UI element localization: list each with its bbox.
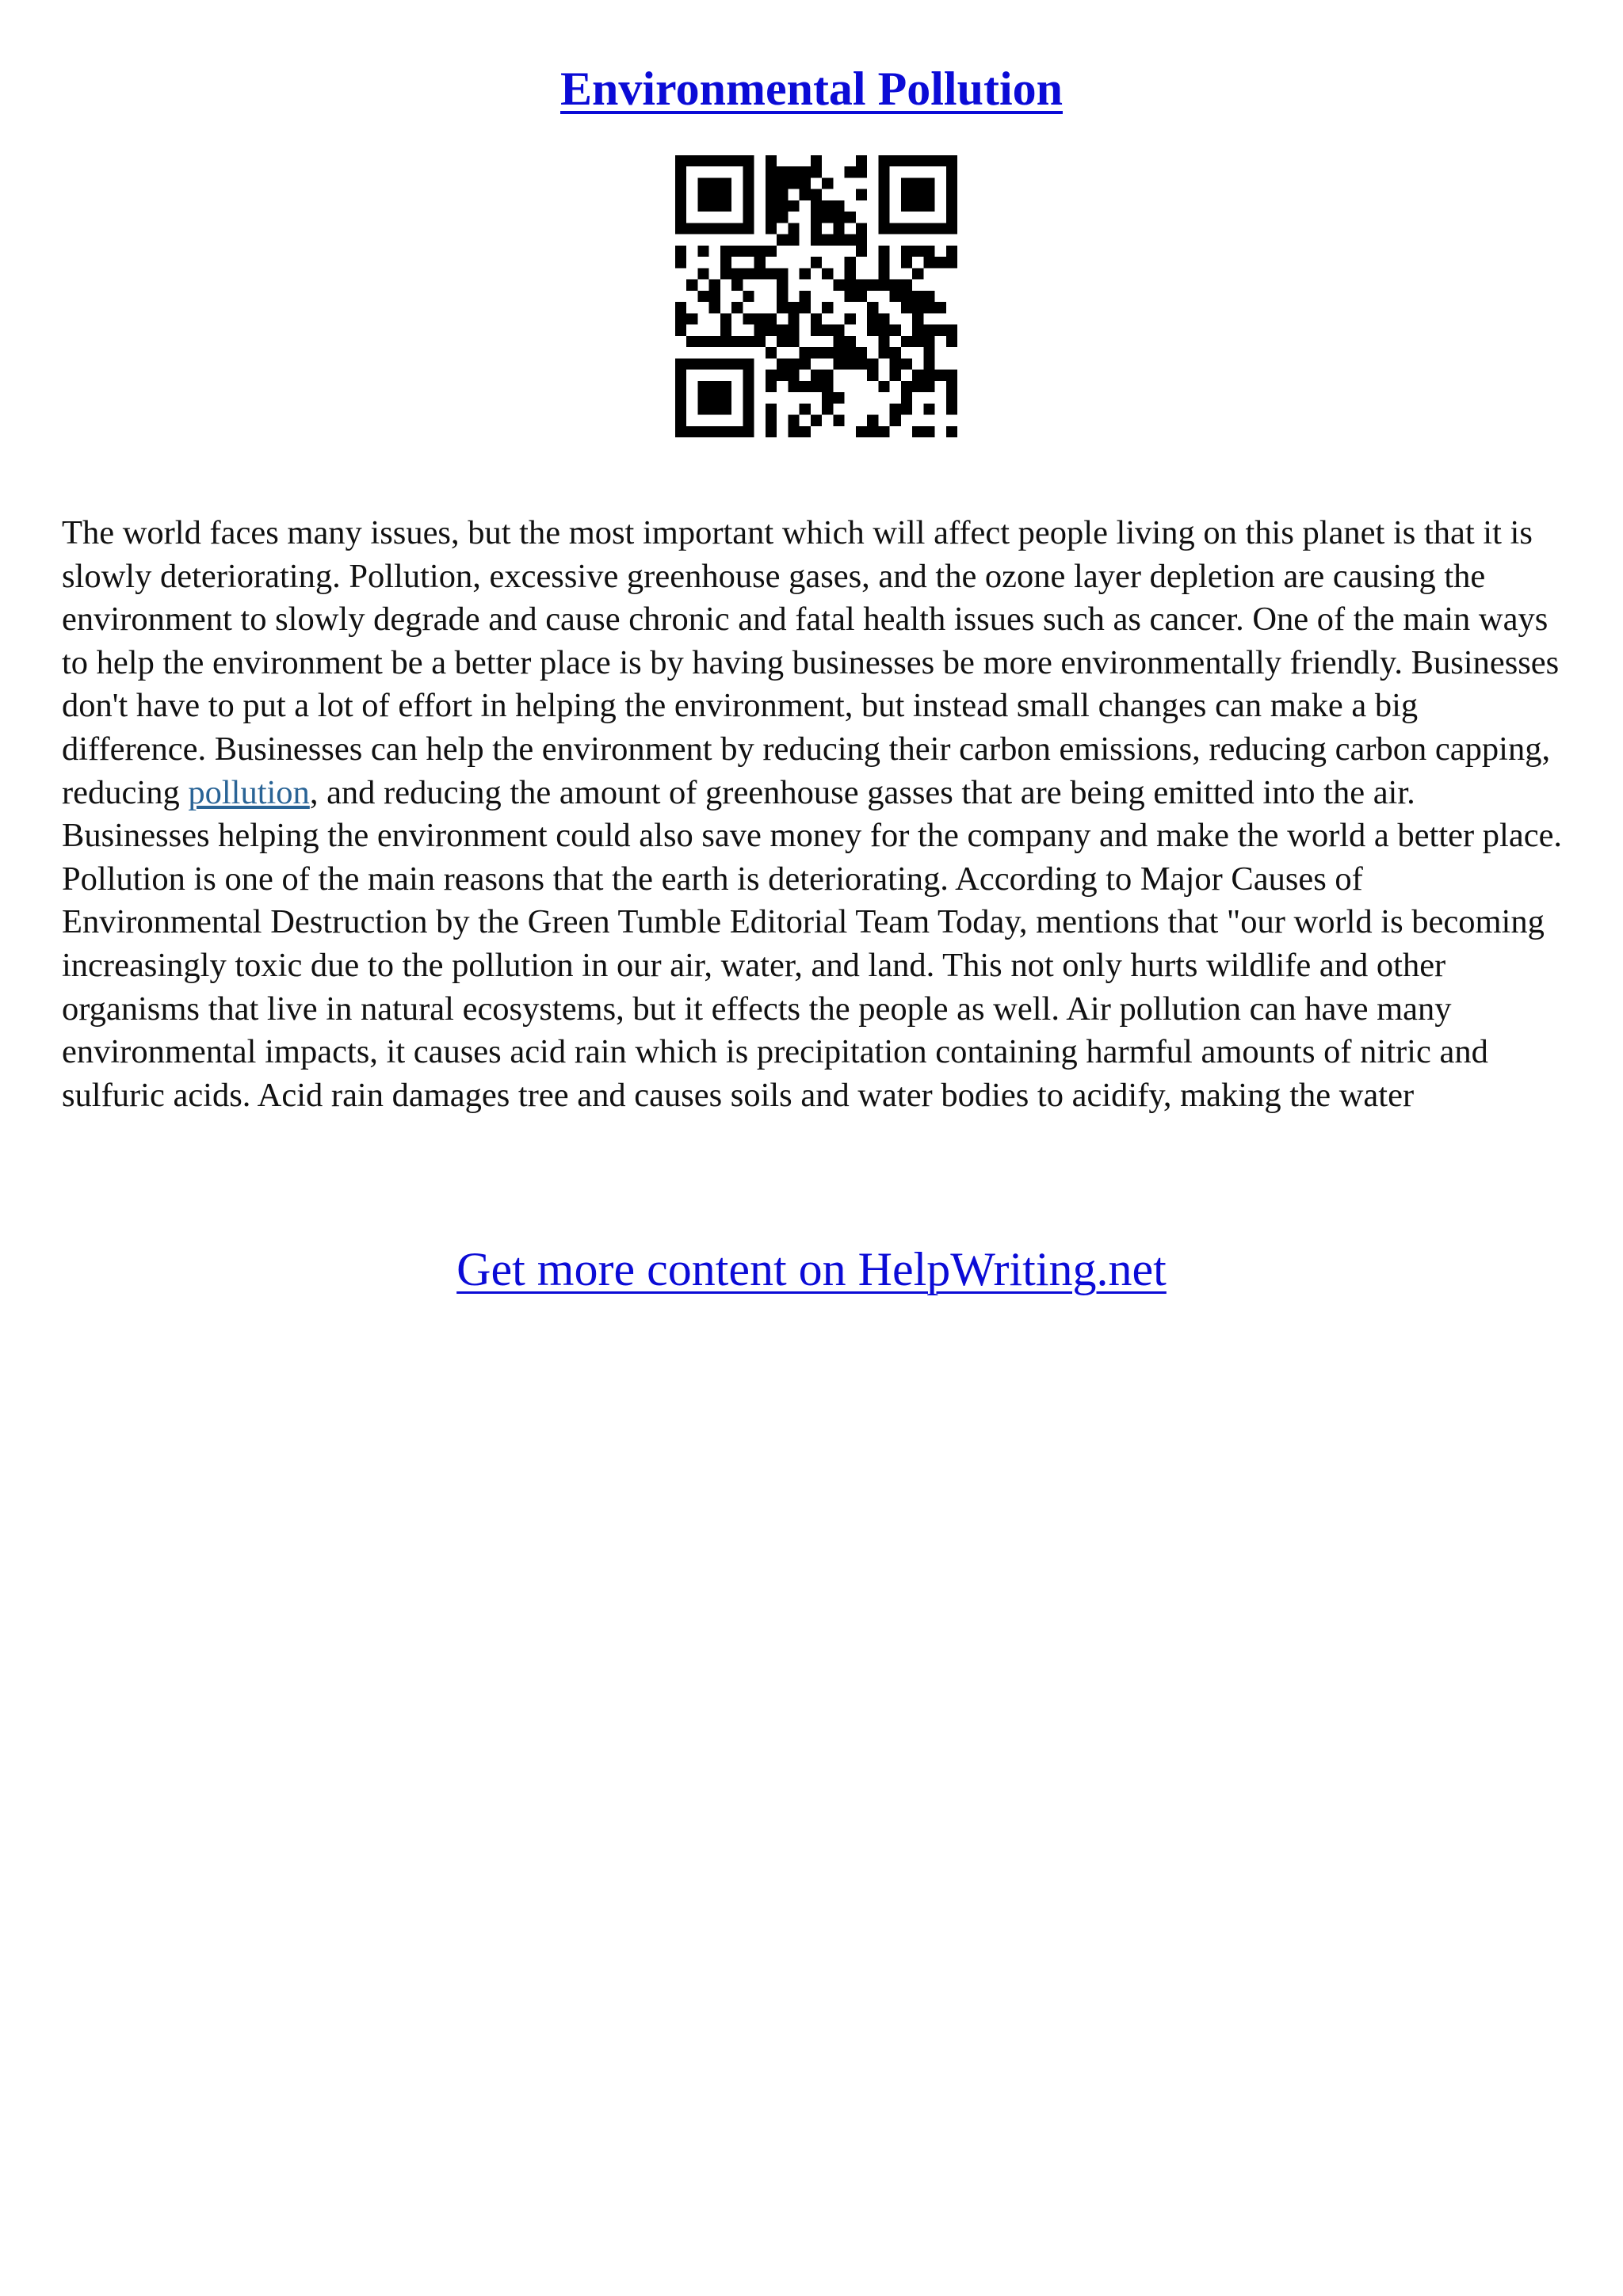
pollution-link[interactable]: pollution bbox=[188, 773, 310, 811]
cta-link[interactable]: Get more content on HelpWriting.net bbox=[456, 1243, 1167, 1295]
body-text-part-2: , and reducing the amount of greenhouse gasses that are being emitted into the air. Businesses helping the environment could also save money for the company and make the world a better place. Pollution is one of the main reasons that the earth is deteriorating. According to Major Causes of Environmental Destruction by the Green Tumble Editorial Team Today, mentions that "our world is becoming increasingly toxic due to the pollution in our air, water, and land. This not only hurts wildlife and other organisms that live in natural ecosystems, but it effects the people as well. Air pollution can have many environmental impacts, it causes acid rain which is precipitation containing harmful amounts of nitric and sulfuric acids. Acid rain damages tree and causes soils and water bodies to acidify, making the water bbox=[62, 773, 1563, 1114]
cta-banner bbox=[0, 1238, 1623, 1301]
qr-code-icon bbox=[675, 155, 957, 437]
body-text-part-1: The world faces many issues, but the most important which will affect people living on this planet is that it is slowly deteriorating. Pollution, excessive greenhouse gases, and the ozone layer depletion are causing the environment to slowly degrade and cause chronic and fatal health issues such as cancer. One of the main ways to help the environment be a better place is by having businesses be more environmentally friendly. Businesses don't have to put a lot of effort in helping the environment, but instead small changes can make a big difference. Businesses can help the environment by reducing their carbon emissions, reducing carbon capping, reducing bbox=[62, 514, 1560, 811]
page-title bbox=[0, 57, 1623, 120]
article-body bbox=[62, 512, 1568, 1117]
title-link[interactable]: Environmental Pollution bbox=[560, 63, 1063, 115]
